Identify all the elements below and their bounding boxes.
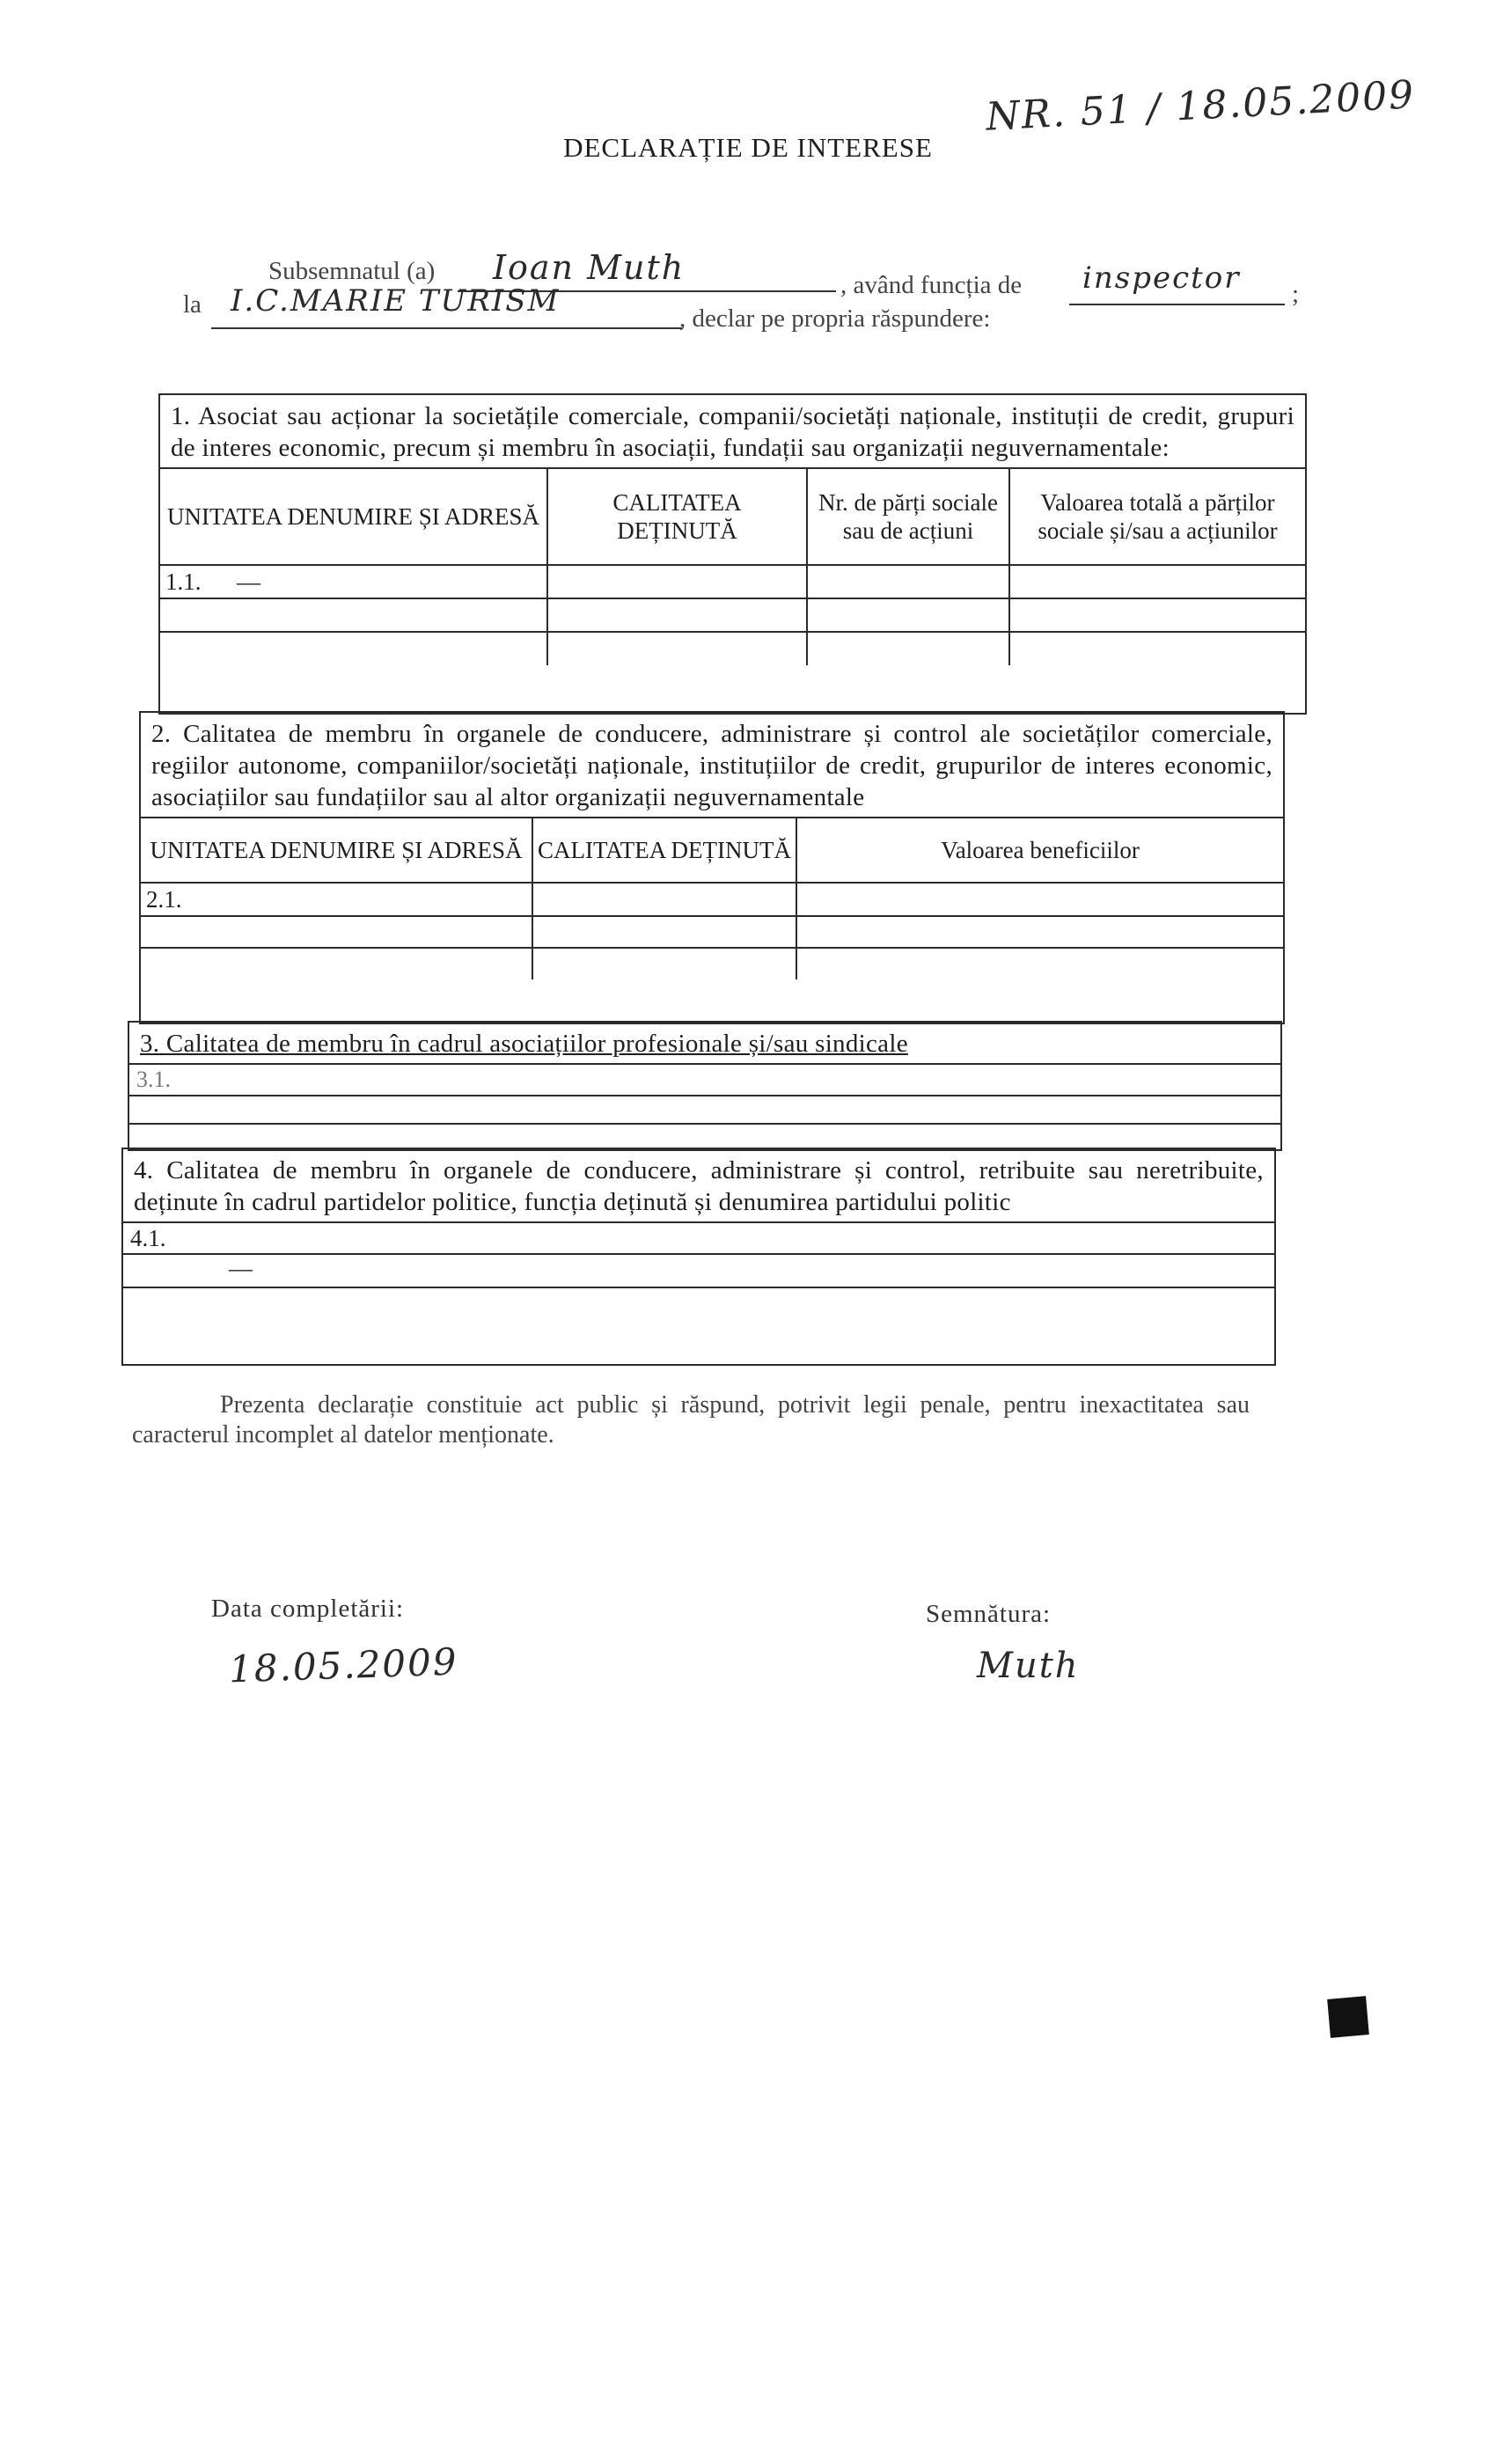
signature-label: Semnătura: xyxy=(926,1600,1052,1628)
section-4-table xyxy=(121,1148,1276,1366)
registration-number: NR. 51 / 18.05.2009 xyxy=(985,72,1417,140)
s2-row-1-label: 2.1. xyxy=(146,886,182,913)
section-3-table xyxy=(128,1021,1282,1151)
s4-row-1 xyxy=(123,1221,1274,1253)
s3-row-2 xyxy=(129,1095,1280,1123)
s3-row-1-label: 3.1. xyxy=(136,1067,171,1092)
la-value: I.C.MARIE TURISM xyxy=(231,283,561,319)
section-4-heading: 4. Calitatea de membru în organele de conducere, administrare și control, retribuite sau neretribuite, deținute în cadrul partidelor politice, funcția deținută și denumirea partidului politic xyxy=(134,1156,1264,1216)
declar-label: , declar pe propria răspundere: xyxy=(679,304,991,333)
s4-row-2 xyxy=(123,1253,1274,1287)
document-title: DECLARAȚIE DE INTERESE xyxy=(563,132,933,163)
functia-label: , având funcția de xyxy=(840,271,1023,299)
s3-row-3 xyxy=(129,1123,1280,1148)
functia-value: inspector xyxy=(1082,260,1241,296)
section-2-grid xyxy=(141,817,1283,979)
s4-row-1-label: 4.1. xyxy=(130,1225,166,1251)
s2-col-valoarea: Valoarea beneficiilor xyxy=(796,818,1283,883)
section-3-heading: 3. Calitatea de membru în cadrul asociațiilor profesionale și/sau sindicale xyxy=(140,1030,908,1058)
signature-value: Muth xyxy=(977,1646,1080,1686)
section-1-heading: 1. Asociat sau acționar la societățile comerciale, companii/societăți naționale, instituții de credit, grupuri de interes economic, precum și membru în asociații, fundații sau organizații neguvernamentale: xyxy=(171,402,1294,462)
s1-col-valoarea: Valoarea totală a părților sociale și/sau a acțiunilor xyxy=(1009,468,1305,565)
s4-row-3 xyxy=(123,1287,1274,1315)
legal-note: Prezenta declarație constituie act public și răspund, potrivit legii penale, pentru inexactitatea sau caracterul incomplet al datelor menționate. xyxy=(132,1391,1250,1448)
s1-row-1-value: — xyxy=(237,568,260,595)
functia-underline xyxy=(1069,304,1285,305)
section-2-heading: 2. Calitatea de membru în organele de conducere, administrare și control ale societăților comerciale, regiilor autonome, companiilor/societăți naționale, instituțiilor de credit, grupurilor de interes economic, asociațiilor sau fundațiilor sau al altor organizații neguvernamentale xyxy=(151,720,1272,811)
date-value: 18.05.2009 xyxy=(228,1639,459,1691)
subsemnatul-label: Subsemnatul (a) xyxy=(268,257,436,285)
section-1-table xyxy=(158,393,1307,715)
s1-col-calitatea: CALITATEA DEȚINUTĂ xyxy=(547,468,807,565)
s2-col-calitatea: CALITATEA DEȚINUTĂ xyxy=(532,818,796,883)
s2-row-1 xyxy=(141,883,532,916)
la-underline xyxy=(211,327,682,329)
section-1-grid xyxy=(160,467,1305,665)
s3-row-1 xyxy=(129,1063,1280,1095)
date-label: Data completării: xyxy=(211,1595,405,1623)
la-label: la xyxy=(183,290,202,319)
s1-col-nr-parti: Nr. de părți sociale sau de acțiuni xyxy=(807,468,1009,565)
subsemnatul-value: Ioan Muth xyxy=(493,248,686,287)
s2-col-unitatea: UNITATEA DENUMIRE ȘI ADRESĂ xyxy=(141,818,532,883)
s1-row-1 xyxy=(160,565,547,598)
s1-row-1-label: 1.1. xyxy=(165,568,202,595)
s1-col-unitatea: UNITATEA DENUMIRE ȘI ADRESĂ xyxy=(160,468,547,565)
s4-row-2-value: — xyxy=(229,1255,253,1281)
semicolon: ; xyxy=(1292,280,1300,308)
section-2-table xyxy=(139,711,1285,1024)
scan-mark xyxy=(1327,1996,1369,2038)
